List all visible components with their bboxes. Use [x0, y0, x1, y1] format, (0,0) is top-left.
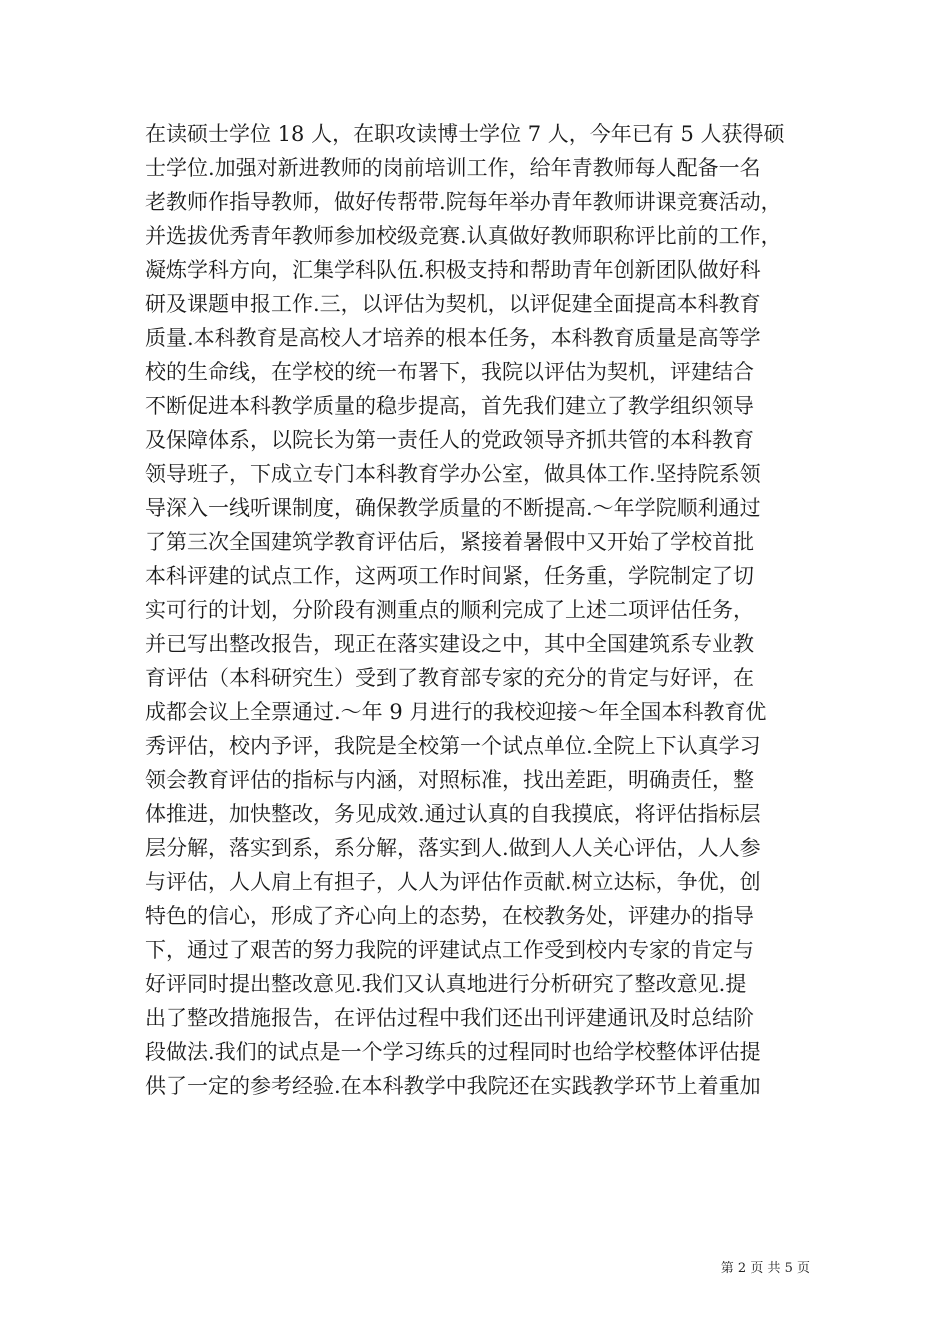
text-line: 供了一定的参考经验.在本科教学中我院还在实践教学环节上着重加 [145, 1074, 761, 1098]
text-line: 实可行的计划，分阶段有测重点的顺利完成了上述二项评估任务， [145, 598, 754, 622]
text-line: 在读硕士学位 18 人，在职攻读博士学位 7 人，今年已有 5 人获得硕 [145, 122, 785, 146]
text-line: 与评估，人人肩上有担子，人人为评估作贡献.树立达标，争优，创 [145, 870, 761, 894]
text-line: 段做法.我们的试点是一个学习练兵的过程同时也给学校整体评估提 [145, 1040, 761, 1064]
page-number-footer: 第 2 页 共 5 页 [720, 1261, 810, 1276]
text-line: 出了整改措施报告，在评估过程中我们还出刊评建通讯及时总结阶 [145, 1006, 754, 1030]
text-line: 特色的信心，形成了齐心向上的态势，在校教务处，评建办的指导 [145, 904, 754, 928]
text-line: 士学位.加强对新进教师的岗前培训工作，给年青教师每人配备一名 [145, 156, 761, 180]
text-line: 领导班子，下成立专门本科教育学办公室，做具体工作.坚持院系领 [145, 462, 761, 486]
text-line: 并已写出整改报告，现正在落实建设之中，其中全国建筑系专业教 [145, 632, 754, 656]
body-text [145, 117, 810, 1103]
text-line: 成都会议上全票通过.～年 9 月进行的我校迎接～年全国本科教育优 [145, 700, 767, 724]
text-line: 秀评估，校内予评，我院是全校第一个试点单位.全院上下认真学习 [145, 734, 761, 758]
text-line: 体推进，加快整改，务见成效.通过认真的自我摸底，将评估指标层 [145, 802, 761, 826]
text-line: 质量.本科教育是高校人才培养的根本任务，本科教育质量是高等学 [145, 326, 761, 350]
text-line: 好评同时提出整改意见.我们又认真地进行分析研究了整改意见.提 [145, 972, 747, 996]
text-line: 研及课题申报工作.三，以评估为契机，以评促建全面提高本科教育 [145, 292, 761, 316]
text-line: 及保障体系，以院长为第一责任人的党政领导齐抓共管的本科教育 [145, 428, 754, 452]
text-line: 育评估（本科研究生）受到了教育部专家的充分的肯定与好评，在 [145, 666, 754, 690]
text-line: 了第三次全国建筑学教育评估后，紧接着暑假中又开始了学校首批 [145, 530, 754, 554]
text-line: 下，通过了艰苦的努力我院的评建试点工作受到校内专家的肯定与 [145, 938, 754, 962]
text-line: 领会教育评估的指标与内涵，对照标准，找出差距，明确责任，整 [145, 768, 754, 792]
text-line: 老教师作指导教师，做好传帮带.院每年举办青年教师讲课竞赛活动， [145, 190, 782, 214]
text-line: 层分解，落实到系，系分解，落实到人.做到人人关心评估，人人参 [145, 836, 761, 860]
text-line: 凝炼学科方向，汇集学科队伍.积极支持和帮助青年创新团队做好科 [145, 258, 761, 282]
text-line: 并选拔优秀青年教师参加校级竞赛.认真做好教师职称评比前的工作， [145, 224, 782, 248]
text-line: 本科评建的试点工作，这两项工作时间紧，任务重，学院制定了切 [145, 564, 754, 588]
text-line: 校的生命线，在学校的统一布署下，我院以评估为契机，评建结合 [145, 360, 754, 384]
text-line: 导深入一线听课制度，确保教学质量的不断提高.～年学院顺利通过 [145, 496, 761, 520]
text-line: 不断促进本科教学质量的稳步提高，首先我们建立了教学组织领导 [145, 394, 754, 418]
